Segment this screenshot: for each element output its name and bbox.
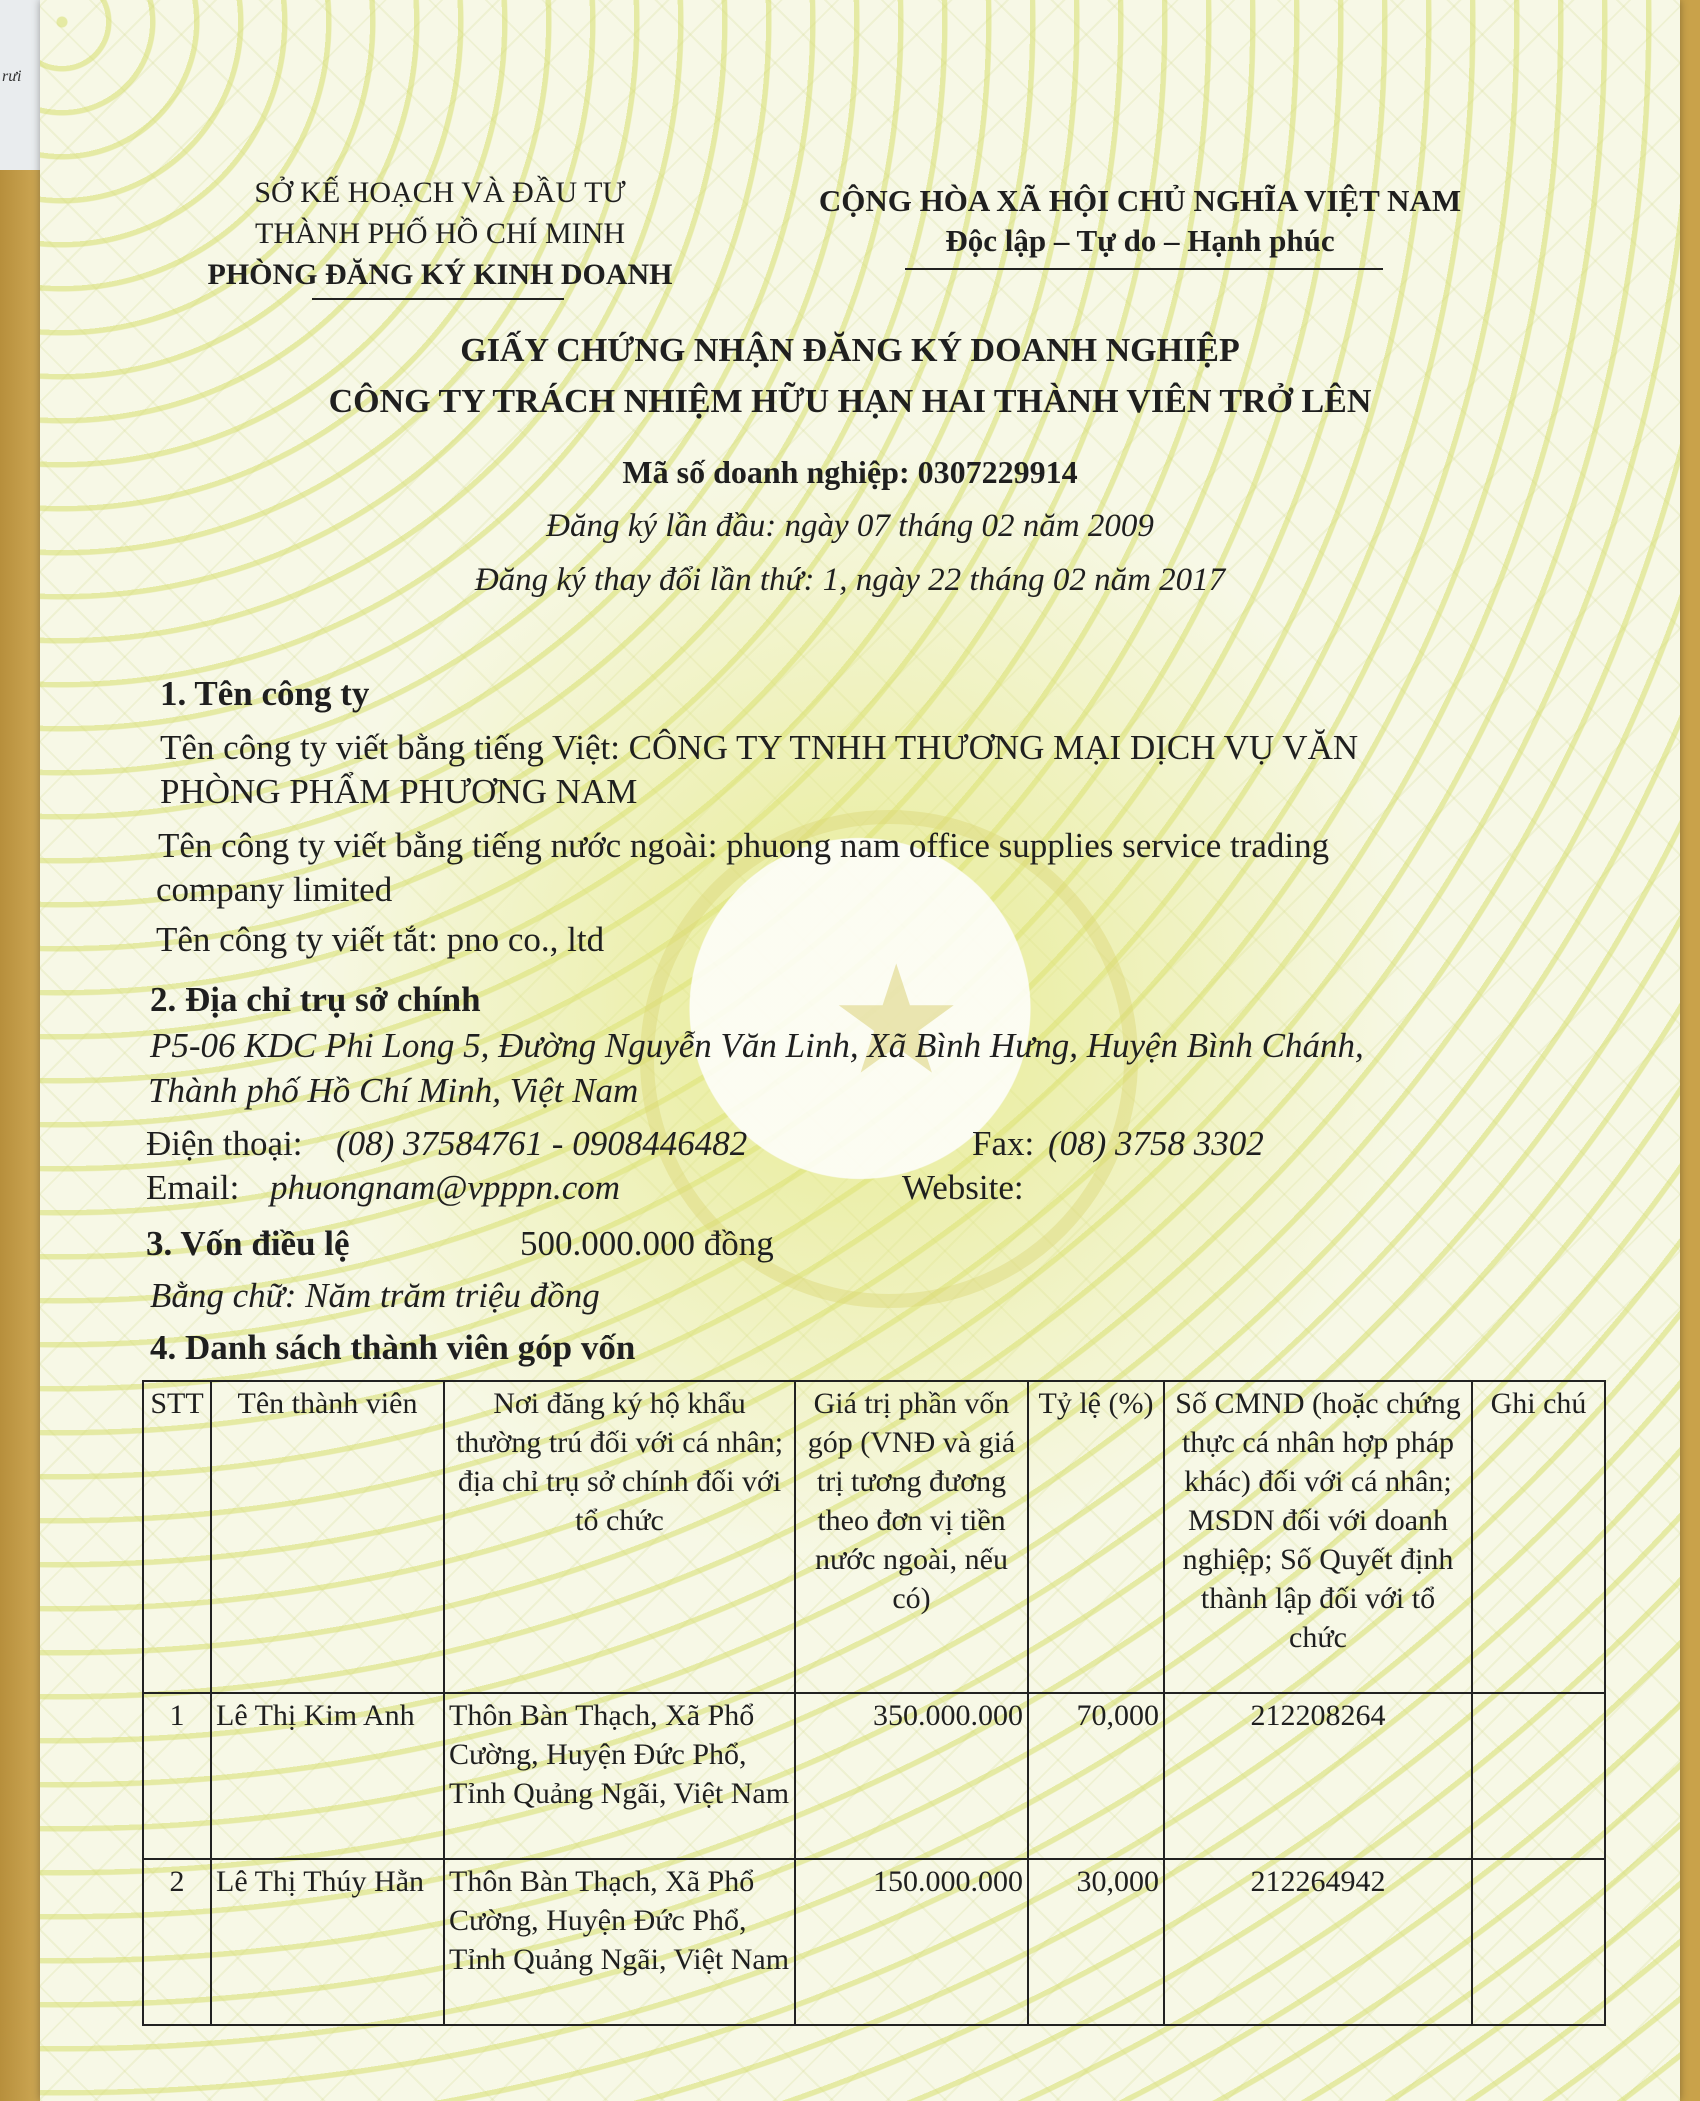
header-right-line2: Độc lập – Tự do – Hạnh phúc xyxy=(945,223,1335,258)
email-value: phuongnam@vpppn.com xyxy=(270,1168,621,1207)
row2-stt: 2 xyxy=(143,1859,211,2025)
address-line2: Thành phố Hồ Chí Minh, Việt Nam xyxy=(148,1071,639,1110)
foreign-name-line1: Tên công ty viết bằng tiếng nước ngoài: phuong nam office supplies service trading xyxy=(158,826,1330,865)
foreign-name-line2: company limited xyxy=(156,870,393,909)
fax-value: (08) 3758 3302 xyxy=(1048,1124,1264,1163)
business-code: Mã số doanh nghiệp: 0307229914 xyxy=(622,454,1078,490)
phone-label: Điện thoại: xyxy=(146,1124,303,1163)
row2-address: Thôn Bàn Thạch, Xã Phổ Cường, Huyện Đức Phổ, Tỉnh Quảng Ngãi, Việt Nam xyxy=(444,1859,795,2025)
header-left-line2: THÀNH PHỐ HỒ CHÍ MINH xyxy=(255,217,625,250)
row1-note xyxy=(1472,1693,1605,1859)
row1-ratio: 70,000 xyxy=(1028,1693,1164,1859)
company-type-title: CÔNG TY TRÁCH NHIỆM HỮU HẠN HAI THÀNH VIÊN TRỞ LÊN xyxy=(328,383,1372,420)
short-name: Tên công ty viết tắt: pno co., ltd xyxy=(156,920,605,959)
section3-heading: 3. Vốn điều lệ xyxy=(146,1224,350,1263)
certificate-title: GIẤY CHỨNG NHẬN ĐĂNG KÝ DOANH NGHIỆP xyxy=(460,332,1240,369)
charter-capital-amount: 500.000.000 đồng xyxy=(520,1224,774,1263)
table-row xyxy=(143,1693,1605,1859)
header-right-line1: CỘNG HÒA XÃ HỘI CHỦ NGHĨA VIỆT NAM xyxy=(818,183,1462,218)
row2-id: 212264942 xyxy=(1164,1859,1472,2025)
scrap-text: rưi xyxy=(2,68,22,85)
row2-ratio: 30,000 xyxy=(1028,1859,1164,2025)
phone-value: (08) 37584761 - 0908446482 xyxy=(336,1124,748,1163)
website-label: Website: xyxy=(902,1168,1024,1207)
section1-heading: 1. Tên công ty xyxy=(160,674,370,713)
vietnamese-name-line2: PHÒNG PHẨM PHƯƠNG NAM xyxy=(160,772,638,811)
header-left-line3: PHÒNG ĐĂNG KÝ KINH DOANH xyxy=(207,258,673,291)
col-name: Tên thành viên xyxy=(211,1381,444,1693)
col-id: Số CMND (hoặc chứng thực cá nhân hợp pháp khác) đối với cá nhân; MSDN đối với doanh nghiệp; Số Quyết định thành lập đối với tổ chức xyxy=(1164,1381,1472,1693)
row1-value: 350.000.000 xyxy=(795,1693,1028,1859)
star-icon: ★ xyxy=(829,934,964,1108)
row1-id: 212208264 xyxy=(1164,1693,1472,1859)
row1-stt: 1 xyxy=(143,1693,211,1859)
col-ratio: Tỷ lệ (%) xyxy=(1028,1381,1164,1693)
header-right-underline xyxy=(905,268,1383,270)
row2-note xyxy=(1472,1859,1605,2025)
section4-heading: 4. Danh sách thành viên góp vốn xyxy=(150,1328,636,1367)
capital-in-words: Bằng chữ: Năm trăm triệu đồng xyxy=(150,1276,600,1315)
address-line1: P5-06 KDC Phi Long 5, Đường Nguyễn Văn Linh, Xã Bình Hưng, Huyện Bình Chánh, xyxy=(150,1026,1364,1065)
col-address: Nơi đăng ký hộ khẩu thường trú đối với cá nhân; địa chỉ trụ sở chính đối với tổ chức xyxy=(444,1381,795,1693)
col-note: Ghi chú xyxy=(1472,1381,1605,1693)
change-registration-date: Đăng ký thay đổi lần thứ: 1, ngày 22 tháng 02 năm 2017 xyxy=(474,562,1226,598)
table-header-row xyxy=(143,1381,1605,1693)
email-label: Email: xyxy=(146,1168,240,1207)
members-table xyxy=(142,1380,1606,2026)
col-value: Giá trị phần vốn góp (VNĐ và giá trị tương đương theo đơn vị tiền nước ngoài, nếu có) xyxy=(795,1381,1028,1693)
table-row xyxy=(143,1859,1605,2025)
section2-heading: 2. Địa chỉ trụ sở chính xyxy=(150,980,481,1019)
fax-label: Fax: xyxy=(972,1124,1035,1163)
first-registration-date: Đăng ký lần đầu: ngày 07 tháng 02 năm 2009 xyxy=(546,508,1154,544)
header-left-line1: SỞ KẾ HOẠCH VÀ ĐẦU TƯ xyxy=(254,176,626,209)
col-stt: STT xyxy=(143,1381,211,1693)
paper-scrap xyxy=(0,0,41,170)
row2-value: 150.000.000 xyxy=(795,1859,1028,2025)
row1-name: Lê Thị Kim Anh xyxy=(211,1693,444,1859)
vietnamese-name-line1: Tên công ty viết bằng tiếng Việt: CÔNG TY TNHH THƯƠNG MẠI DỊCH VỤ VĂN xyxy=(160,728,1359,767)
header-left-underline xyxy=(312,298,564,300)
row1-address: Thôn Bàn Thạch, Xã Phổ Cường, Huyện Đức Phổ, Tỉnh Quảng Ngãi, Việt Nam xyxy=(444,1693,795,1859)
row2-name: Lê Thị Thúy Hằn xyxy=(211,1859,444,2025)
